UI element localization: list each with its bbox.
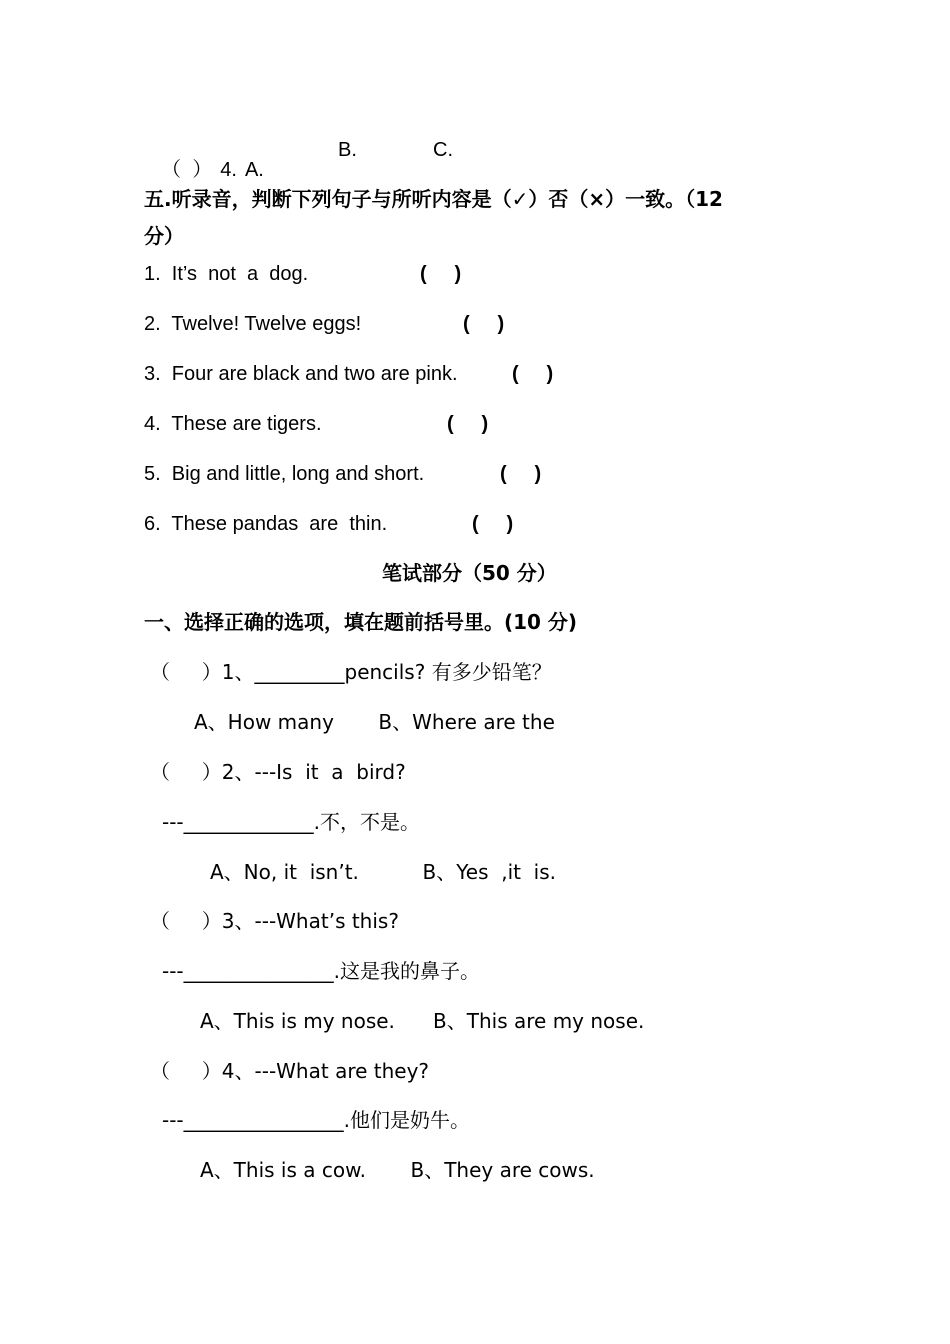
judge-item-text: 4. These are tigers.	[144, 413, 322, 435]
section1-title: 一、选择正确的选项，填在题前括号里。(10 分)	[144, 610, 578, 634]
option-b: B.	[338, 139, 357, 161]
mc-options: A、This is my nose. B、This are my nose.	[200, 1009, 645, 1033]
judge-item-text: 6. These pandas are thin.	[144, 513, 388, 535]
listening-q4-row	[150, 140, 264, 180]
written-part-heading: 笔试部分（50 分）	[382, 561, 557, 585]
judge-item-paren: ( )	[420, 263, 462, 285]
mc-options: A、How many B、Where are the	[194, 710, 555, 734]
question-number: 4.	[220, 159, 237, 181]
mc-question-stem: （ ）1、_________pencils? 有多少铅笔？	[150, 660, 552, 684]
mc-options: A、This is a cow. B、They are cows.	[200, 1158, 595, 1182]
section5-title: 五.听录音，判断下列句子与所听内容是（✓）否（×）一致。（12	[144, 187, 723, 211]
judge-item-paren: ( )	[512, 363, 554, 385]
mc-answer-blank: ---_____________.不，不是。	[162, 810, 421, 834]
mc-question-stem: （ ）4、---What are they?	[150, 1059, 430, 1083]
section5-title-cont: 分）	[144, 224, 184, 248]
judge-item-paren: ( )	[447, 413, 489, 435]
mc-options: A、No, it isn’t. B、Yes ,it is.	[210, 860, 557, 884]
judge-item-paren: ( )	[500, 463, 542, 485]
mc-question-stem: （ ）2、---Is it a bird?	[150, 760, 406, 784]
answer-paren: （ ）	[161, 159, 213, 181]
option-c: C.	[433, 139, 453, 161]
judge-item-paren: ( )	[463, 313, 505, 335]
judge-item-text: 2. Twelve! Twelve eggs!	[144, 313, 362, 335]
judge-item-text: 1. It’s not a dog.	[144, 263, 309, 285]
mc-answer-blank: ---________________.他们是奶牛。	[162, 1108, 471, 1132]
judge-item-text: 5. Big and little, long and short.	[144, 463, 425, 485]
mc-question-stem: （ ）3、---What’s this?	[150, 909, 399, 933]
judge-item-paren: ( )	[472, 513, 514, 535]
option-a: A.	[244, 159, 264, 181]
judge-item-text: 3. Four are black and two are pink.	[144, 363, 458, 385]
mc-answer-blank: ---_______________.这是我的鼻子。	[162, 959, 481, 983]
